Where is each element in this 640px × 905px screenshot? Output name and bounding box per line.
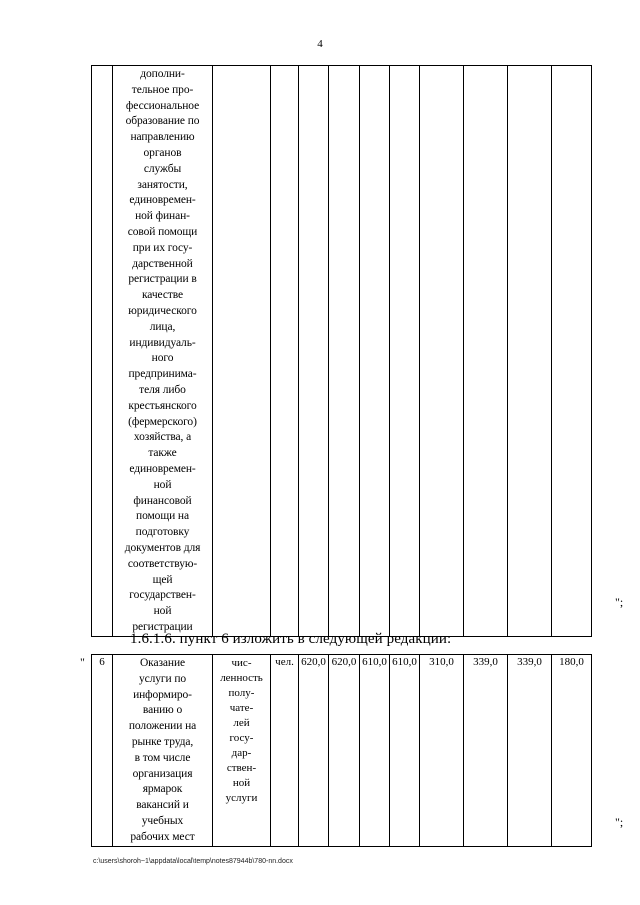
closing-quote-1: "; [615, 595, 624, 609]
cell-number: 6 [92, 655, 113, 847]
indicator-text: чис- ленность полу- чате- лей госу- дар- ствен- ной услуги [220, 657, 263, 804]
cell-value: 180,0 [552, 655, 592, 847]
cell-indicator [213, 655, 271, 847]
cell-unit [271, 66, 299, 637]
cell-indicator [213, 66, 271, 637]
table-row [92, 655, 592, 847]
cell-service [113, 655, 213, 847]
cell-value [552, 66, 592, 637]
cell-value: 620,0 [329, 655, 360, 847]
amendment-heading: 1.6.1.6. пункт 6 изложить в следующей редакции: [130, 631, 452, 647]
cell-value: 610,0 [360, 655, 390, 847]
cell-value: 310,0 [420, 655, 464, 847]
cell-value: 620,0 [299, 655, 329, 847]
replacement-table [91, 654, 592, 847]
service-text: Оказание услуги по информиро- ванию о положении на рынке труда, в том числе организация ярмарок вакансий и учебных рабочих мест [128, 657, 197, 843]
cell-value: 610,0 [390, 655, 420, 847]
cell-value [420, 66, 464, 637]
cell-unit: чел. [271, 655, 299, 847]
description-text: дополни- тельное про- фессиональное образование по направлению органов службы занятости, единовремен- ной финан- совой помощи при их госу- дарственной регистрации в качестве юридического лица, индивидуаль- ного предпринима- теля либо крестьянского (фермерского) хозяйства, а также единовремен- ной финансовой помощи на подготовку документов для соответствую- щей государствен- ной регистрации [124, 68, 201, 633]
continuation-table [91, 65, 592, 637]
opening-quote-2: " [80, 655, 85, 669]
page-number: 4 [317, 38, 323, 50]
cell-value [329, 66, 360, 637]
table-row [92, 66, 592, 637]
cell-value [464, 66, 508, 637]
closing-quote-2: "; [615, 815, 624, 829]
footer-file-path: c:\users\shoroh~1\appdata\local\temp\notes87944b\780-nn.docx [93, 858, 293, 865]
cell-value: 339,0 [508, 655, 552, 847]
cell-value [508, 66, 552, 637]
cell-description [113, 66, 213, 637]
cell-value [390, 66, 420, 637]
cell-value: 339,0 [464, 655, 508, 847]
cell-value [299, 66, 329, 637]
cell-value [360, 66, 390, 637]
cell-number [92, 66, 113, 637]
